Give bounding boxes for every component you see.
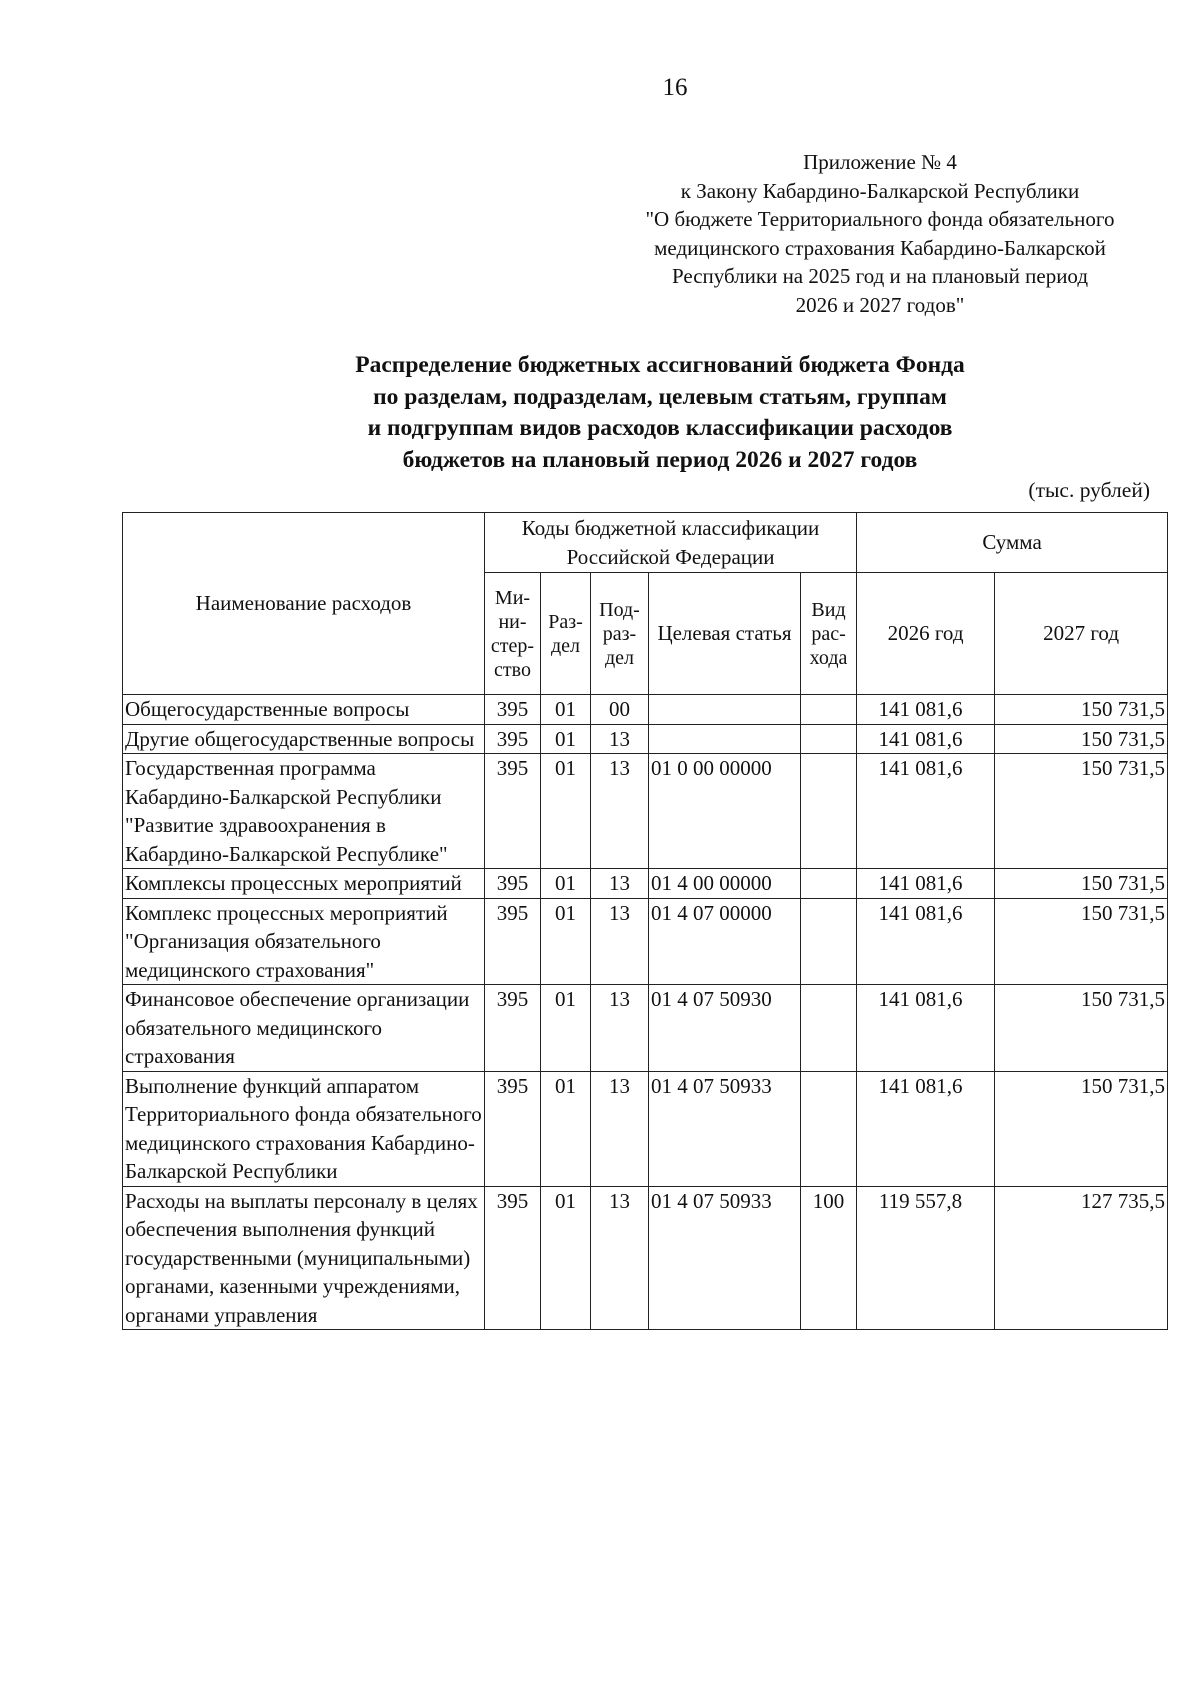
row-ministry: 395 — [485, 869, 541, 899]
row-ministry: 395 — [485, 695, 541, 725]
annex-line: Приложение № 4 — [803, 150, 957, 174]
table-row — [123, 1186, 1168, 1330]
row-target: 01 4 07 50933 — [649, 1186, 801, 1330]
header-year-2027: 2027 год — [995, 573, 1168, 695]
row-sum-2026: 141 081,6 — [857, 1071, 995, 1186]
header-sum-group: Сумма — [857, 513, 1168, 573]
row-section: 01 — [541, 985, 591, 1072]
row-target: 01 4 07 50933 — [649, 1071, 801, 1186]
row-section: 01 — [541, 898, 591, 985]
row-target — [649, 724, 801, 754]
row-name: Расходы на выплаты персоналу в целях обеспечения выполнения функций государственными (муниципальными) органами, казенными учреждениями, органами управления — [123, 1186, 485, 1330]
table-row — [123, 724, 1168, 754]
annex-line: к Закону Кабардино-Балкарской Республики — [680, 178, 1080, 203]
row-expense-type — [801, 869, 857, 899]
row-sum-2027: 150 731,5 — [995, 1071, 1168, 1186]
row-ministry: 395 — [485, 985, 541, 1072]
row-name: Государственная программа Кабардино-Балкарской Республики "Развитие здравоохранения в Кабардино-Балкарской Республике" — [123, 754, 485, 869]
row-ministry: 395 — [485, 1186, 541, 1330]
row-sum-2027: 127 735,5 — [995, 1186, 1168, 1330]
annex-line: "О бюджете Территориального фонда обязательного — [645, 207, 1115, 231]
row-section: 01 — [541, 869, 591, 899]
annex-line: медицинского страхования Кабардино-Балкарской — [654, 235, 1106, 260]
row-ministry: 395 — [485, 1071, 541, 1186]
row-section: 01 — [541, 695, 591, 725]
row-section: 01 — [541, 754, 591, 869]
header-ministry: Ми-ни-стер-ство — [485, 573, 541, 695]
row-sum-2026: 119 557,8 — [857, 1186, 995, 1330]
row-sum-2027: 150 731,5 — [995, 695, 1168, 725]
header-year-2026: 2026 год — [857, 573, 995, 695]
table-row — [123, 898, 1168, 985]
row-name: Финансовое обеспечение организации обязательного медицинского страхования — [123, 985, 485, 1072]
annex-line: 2026 и 2027 годов" — [795, 292, 965, 317]
row-sum-2027: 150 731,5 — [995, 869, 1168, 899]
annex-header — [560, 148, 1200, 319]
title-line: по разделам, подразделам, целевым статьям, группам — [373, 383, 947, 410]
header-codes-group: Коды бюджетной классификации Российской Федерации — [485, 513, 857, 573]
table-row — [123, 695, 1168, 725]
row-ministry: 395 — [485, 724, 541, 754]
row-target: 01 4 07 00000 — [649, 898, 801, 985]
row-expense-type — [801, 1071, 857, 1186]
header-subsection: Под-раз-дел — [591, 573, 649, 695]
row-sum-2027: 150 731,5 — [995, 985, 1168, 1072]
row-subsection: 13 — [591, 724, 649, 754]
row-subsection: 13 — [591, 1071, 649, 1186]
row-section: 01 — [541, 1071, 591, 1186]
row-sum-2026: 141 081,6 — [857, 869, 995, 899]
row-expense-type: 100 — [801, 1186, 857, 1330]
document-title — [200, 350, 1120, 476]
table-row — [123, 754, 1168, 869]
title-line: и подгруппам видов расходов классификации расходов — [367, 415, 953, 441]
row-name: Другие общегосударственные вопросы — [123, 724, 485, 754]
row-subsection: 13 — [591, 898, 649, 985]
row-expense-type — [801, 695, 857, 725]
row-sum-2026: 141 081,6 — [857, 724, 995, 754]
row-name: Общегосударственные вопросы — [123, 695, 485, 725]
header-target: Целевая статья — [649, 573, 801, 695]
row-sum-2026: 141 081,6 — [857, 898, 995, 985]
row-ministry: 395 — [485, 898, 541, 985]
table-header — [123, 513, 1168, 695]
row-target: 01 0 00 00000 — [649, 754, 801, 869]
page-number: 16 — [662, 74, 688, 101]
table-row — [123, 869, 1168, 899]
row-sum-2027: 150 731,5 — [995, 898, 1168, 985]
header-name: Наименование расходов — [123, 513, 485, 695]
row-expense-type — [801, 898, 857, 985]
header-expense-type: Вид рас-хода — [801, 573, 857, 695]
row-name: Комплексы процессных мероприятий — [123, 869, 485, 899]
title-line: Распределение бюджетных ассигнований бюджета Фонда — [355, 352, 965, 378]
row-subsection: 13 — [591, 1186, 649, 1330]
row-section: 01 — [541, 724, 591, 754]
table-row — [123, 985, 1168, 1072]
row-subsection: 00 — [591, 695, 649, 725]
row-expense-type — [801, 724, 857, 754]
row-expense-type — [801, 754, 857, 869]
table-row — [123, 1071, 1168, 1186]
row-sum-2026: 141 081,6 — [857, 754, 995, 869]
row-sum-2027: 150 731,5 — [995, 724, 1168, 754]
row-expense-type — [801, 985, 857, 1072]
budget-table — [122, 512, 1168, 1330]
row-sum-2027: 150 731,5 — [995, 754, 1168, 869]
row-name: Выполнение функций аппаратом Территориального фонда обязательного медицинского страхования Кабардино-Балкарской Республики — [123, 1071, 485, 1186]
row-name: Комплекс процессных мероприятий "Организация обязательного медицинского страхования" — [123, 898, 485, 985]
row-section: 01 — [541, 1186, 591, 1330]
units-note: (тыс. рублей) — [1028, 478, 1150, 502]
row-target — [649, 695, 801, 725]
row-subsection: 13 — [591, 754, 649, 869]
annex-line: Республики на 2025 год и на плановый период — [671, 264, 1089, 288]
row-ministry: 395 — [485, 754, 541, 869]
row-target: 01 4 00 00000 — [649, 869, 801, 899]
row-sum-2026: 141 081,6 — [857, 985, 995, 1072]
row-target: 01 4 07 50930 — [649, 985, 801, 1072]
title-line: бюджетов на плановый период 2026 и 2027 годов — [402, 446, 918, 473]
row-subsection: 13 — [591, 869, 649, 899]
row-subsection: 13 — [591, 985, 649, 1072]
row-sum-2026: 141 081,6 — [857, 695, 995, 725]
header-section: Раз-дел — [541, 573, 591, 695]
